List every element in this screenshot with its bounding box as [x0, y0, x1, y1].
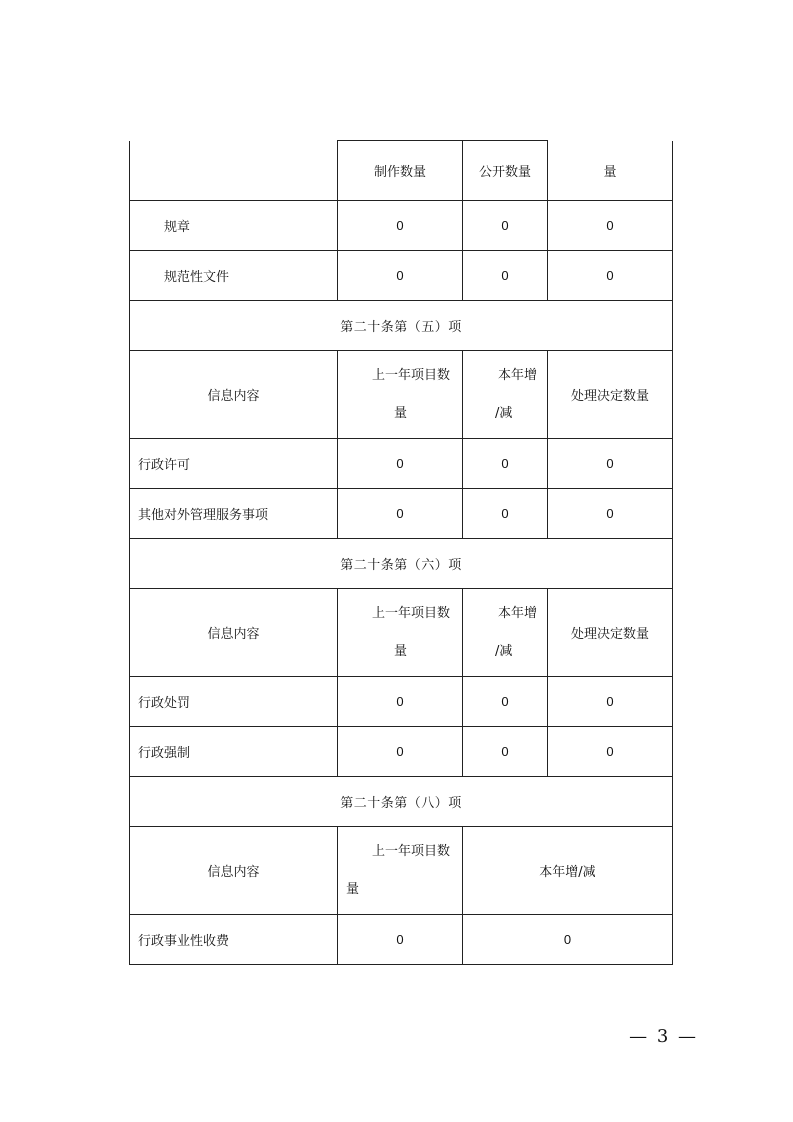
row-label: 规章 [130, 201, 338, 251]
value-cell: 0 [338, 439, 463, 489]
value-cell: 0 [463, 251, 548, 301]
header-line: 上一年项目数 [372, 605, 451, 621]
table-header-row [130, 141, 673, 201]
value-cell: 0 [338, 489, 463, 539]
header-line: /减 [495, 405, 513, 421]
section-header-row [130, 351, 673, 439]
value-cell: 0 [548, 201, 673, 251]
table-row [130, 439, 673, 489]
value-cell: 0 [548, 489, 673, 539]
page-number: — 3 — [629, 1026, 698, 1047]
header-cell: 制作数量 [338, 141, 463, 201]
value-cell: 0 [463, 489, 548, 539]
value-cell: 0 [548, 251, 673, 301]
row-label: 规范性文件 [130, 251, 338, 301]
header-line: 量 [394, 643, 408, 659]
row-label: 行政许可 [130, 439, 338, 489]
header-cell [338, 589, 463, 677]
value-cell: 0 [338, 677, 463, 727]
header-empty-cell [130, 141, 338, 201]
value-cell: 0 [463, 677, 548, 727]
table-row [130, 489, 673, 539]
value-cell: 0 [338, 727, 463, 777]
header-cell: 处理决定数量 [548, 351, 673, 439]
header-line: 量 [394, 405, 408, 421]
section-title: 第二十条第（五）项 [130, 301, 673, 351]
value-cell: 0 [463, 727, 548, 777]
value-cell: 0 [338, 915, 463, 965]
value-cell: 0 [548, 439, 673, 489]
section-header-row [130, 827, 673, 915]
section-title-row [130, 539, 673, 589]
row-label: 行政处罚 [130, 677, 338, 727]
disclosure-table [129, 140, 673, 965]
header-line: 本年增 [498, 367, 538, 383]
row-label: 其他对外管理服务事项 [130, 489, 338, 539]
section-title: 第二十条第（六）项 [130, 539, 673, 589]
header-cell [338, 827, 463, 915]
header-line: /减 [495, 643, 513, 659]
section-title-row [130, 777, 673, 827]
header-cell [463, 589, 548, 677]
table-row [130, 201, 673, 251]
value-cell: 0 [548, 677, 673, 727]
header-cell [463, 351, 548, 439]
row-label: 行政强制 [130, 727, 338, 777]
header-cell [338, 351, 463, 439]
table-row [130, 677, 673, 727]
row-label: 行政事业性收费 [130, 915, 338, 965]
header-line: 本年增 [498, 605, 538, 621]
header-line: 上一年项目数 [372, 367, 451, 383]
value-cell: 0 [548, 727, 673, 777]
table-row [130, 915, 673, 965]
header-line: 量 [346, 881, 360, 897]
header-cell: 信息内容 [130, 351, 338, 439]
section-header-row [130, 589, 673, 677]
value-cell: 0 [338, 201, 463, 251]
section-title: 第二十条第（八）项 [130, 777, 673, 827]
value-cell: 0 [463, 201, 548, 251]
value-cell: 0 [338, 251, 463, 301]
header-line: 上一年项目数 [372, 843, 451, 859]
table-row [130, 727, 673, 777]
header-cell: 本年增/减 [463, 827, 673, 915]
header-cell: 处理决定数量 [548, 589, 673, 677]
header-cell: 信息内容 [130, 589, 338, 677]
table-row [130, 251, 673, 301]
value-cell: 0 [463, 915, 673, 965]
value-cell: 0 [463, 439, 548, 489]
header-cell: 公开数量 [463, 141, 548, 201]
header-cell: 信息内容 [130, 827, 338, 915]
section-title-row [130, 301, 673, 351]
header-cell: 量 [548, 141, 673, 201]
